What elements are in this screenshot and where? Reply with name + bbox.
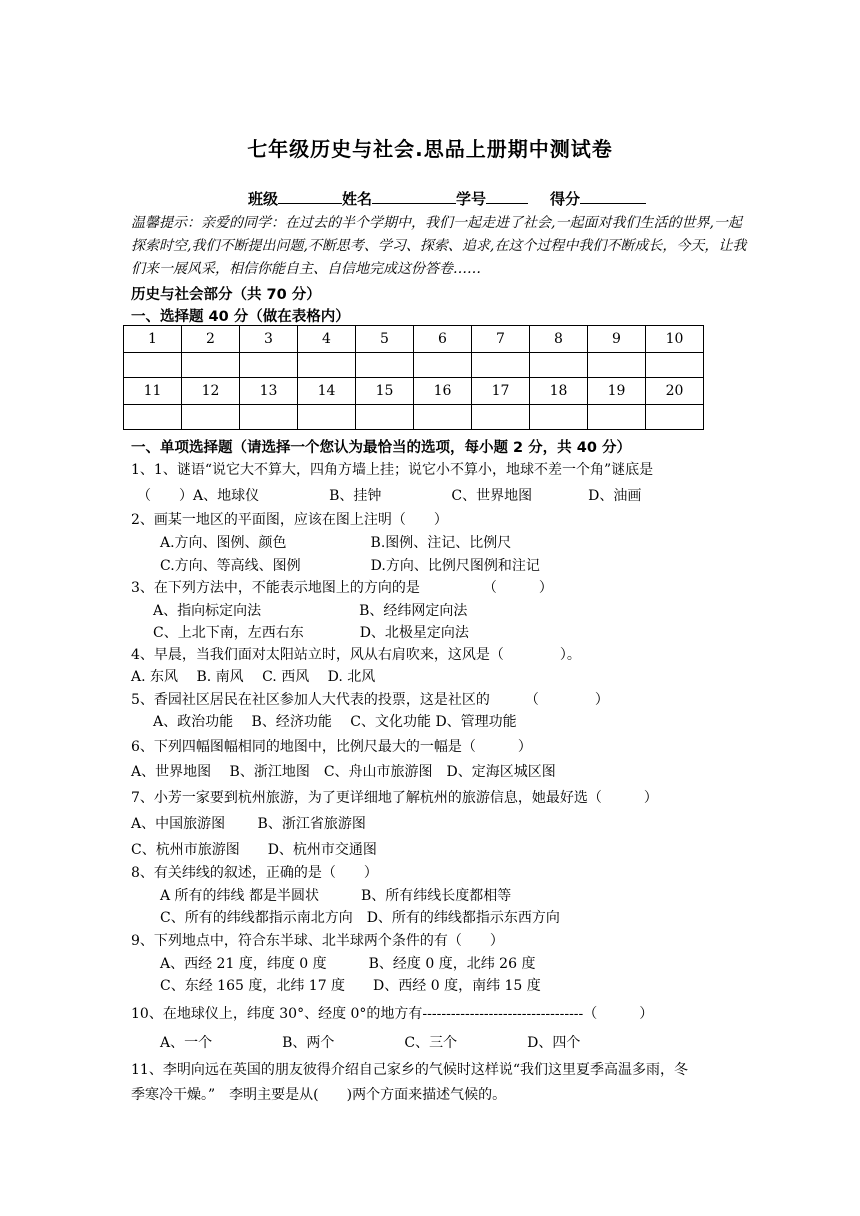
class-blank	[278, 189, 342, 204]
answer-table-cell: 5	[356, 326, 414, 353]
answer-box[interactable]	[530, 405, 588, 430]
answer-table	[123, 325, 704, 430]
answer-box[interactable]	[124, 405, 182, 430]
question-line: 8、有关纬线的叙述，正确的是（ ）	[131, 865, 378, 881]
question-line: （ ）A、地球仪 B、挂钟 C、世界地图 D、油画	[137, 488, 642, 504]
student-info-line	[248, 188, 646, 209]
question-line: 5、香园社区居民在社区参加人大代表的投票，这是社区的 （ ）	[131, 692, 609, 708]
question-line: C、上北下南，左西右东 D、北极星定向法	[153, 625, 469, 641]
answer-table-cell: 4	[298, 326, 356, 353]
question-line: A 所有的纬线 都是半圆状 B、所有纬线长度都相等	[160, 888, 512, 904]
answer-box[interactable]	[530, 353, 588, 378]
answer-box[interactable]	[646, 405, 704, 430]
answer-table-cell: 12	[182, 378, 240, 405]
answer-box[interactable]	[472, 353, 530, 378]
question-line: A、政治功能 B、经济功能 C、文化功能 D、管理功能	[153, 714, 517, 730]
answer-table-cell: 19	[588, 378, 646, 405]
answer-box[interactable]	[240, 353, 298, 378]
answer-box[interactable]	[298, 405, 356, 430]
answer-table-cell: 9	[588, 326, 646, 353]
question-line: 7、小芳一家要到杭州旅游，为了更详细地了解杭州的旅游信息，她最好选（ ）	[131, 790, 658, 806]
id-blank	[486, 189, 528, 204]
question-line: A、世界地图 B、浙江地图 C、舟山市旅游图 D、定海区城区图	[131, 764, 556, 780]
name-blank	[372, 189, 456, 204]
answer-box[interactable]	[182, 353, 240, 378]
question-line: A、中国旅游图 B、浙江省旅游图	[131, 816, 366, 832]
answer-box[interactable]	[588, 353, 646, 378]
answer-table-cell: 13	[240, 378, 298, 405]
question-line: A、西经 21 度，纬度 0 度 B、经度 0 度，北纬 26 度	[160, 956, 536, 972]
answer-box[interactable]	[356, 405, 414, 430]
id-label: 学号	[456, 190, 487, 208]
question-line: A. 东风 B. 南风 C. 西风 D. 北风	[131, 669, 376, 685]
answer-table-cell: 7	[472, 326, 530, 353]
answer-box[interactable]	[182, 405, 240, 430]
answer-table-blank-row-2	[124, 405, 704, 430]
answer-table-cell: 11	[124, 378, 182, 405]
answer-table-cell: 16	[414, 378, 472, 405]
answer-table-header-row-2	[124, 378, 704, 405]
question-line: 10、在地球仪上，纬度 30°、经度 0°的地方有----------------------------------（ ）	[131, 1006, 654, 1022]
question-line: 1、1、谜语“说它大不算大，四角方墙上挂；说它小不算小，地球不差一个角”谜底是	[131, 462, 654, 478]
answer-table-header-row-1	[124, 326, 704, 353]
section-choice-heading: 一、选择题 40 分（做在表格内）	[131, 309, 350, 325]
answer-table-cell: 20	[646, 378, 704, 405]
answer-table-cell: 15	[356, 378, 414, 405]
answer-box[interactable]	[646, 353, 704, 378]
question-line: C、所有的纬线都指示南北方向 D、所有的纬线都指示东西方向	[160, 910, 560, 926]
question-line: A、指向标定向法 B、经纬网定向法	[153, 603, 468, 619]
class-label: 班级	[248, 190, 279, 208]
answer-table-cell: 18	[530, 378, 588, 405]
score-blank	[580, 189, 646, 204]
answer-table-cell: 8	[530, 326, 588, 353]
name-label: 姓名	[342, 190, 373, 208]
question-line: C、东经 165 度，北纬 17 度 D、西经 0 度，南纬 15 度	[160, 978, 541, 994]
question-line: C、杭州市旅游图 D、杭州市交通图	[131, 842, 377, 858]
question-line: 季寒冷干燥。” 李明主要是从( )两个方面来描述气候的。	[131, 1087, 507, 1103]
question-line: C.方向、等高线、图例 D.方向、比例尺图例和注记	[160, 558, 540, 574]
answer-box[interactable]	[414, 405, 472, 430]
answer-table-cell: 6	[414, 326, 472, 353]
question-line: 9、下列地点中，符合东半球、北半球两个条件的有（ ）	[131, 933, 504, 949]
answer-box[interactable]	[588, 405, 646, 430]
answer-table-blank-row-1	[124, 353, 704, 378]
answer-box[interactable]	[240, 405, 298, 430]
answer-box[interactable]	[356, 353, 414, 378]
question-line: 11、李明向远在英国的朋友彼得介绍自己家乡的气候时这样说“我们这里夏季高温多雨，冬	[131, 1062, 688, 1078]
tip-paragraph: 温馨提示：亲爱的同学：在过去的半个学期中，我们一起走进了社会,一起面对我们生活的世界,一起探索时空,我们不断提出问题,不断思考、学习、探索、追求,在这个过程中我们不断成长，今天，让我们来一展风采，相信你能自主、自信地完成这份答卷……	[131, 215, 747, 277]
section-main-heading: 历史与社会部分（共 70 分）	[131, 287, 321, 303]
answer-table-cell: 2	[182, 326, 240, 353]
answer-box[interactable]	[414, 353, 472, 378]
question-line: 3、在下列方法中，不能表示地图上的方向的是 （ ）	[131, 580, 553, 596]
answer-table-cell: 17	[472, 378, 530, 405]
answer-table-cell: 3	[240, 326, 298, 353]
answer-box[interactable]	[124, 353, 182, 378]
question-line: A.方向、图例、颜色 B.图例、注记、比例尺	[160, 535, 512, 551]
question-line: 4、早晨，当我们面对太阳站立时，风从右肩吹来，这风是（ ）。	[131, 647, 581, 663]
answer-table-cell: 10	[646, 326, 704, 353]
answer-table-cell: 14	[298, 378, 356, 405]
answer-box[interactable]	[298, 353, 356, 378]
question-line: A、一个 B、两个 C、三个 D、四个	[160, 1035, 581, 1051]
score-label: 得分	[550, 190, 581, 208]
page-title: 七年级历史与社会.思品上册期中测试卷	[247, 137, 613, 161]
answer-table-cell: 1	[124, 326, 182, 353]
single-choice-heading: 一、单项选择题（请选择一个您认为最恰当的选项，每小题 2 分，共 40 分）	[131, 440, 631, 456]
answer-box[interactable]	[472, 405, 530, 430]
question-line: 2、画某一地区的平面图，应该在图上注明（ ）	[131, 512, 448, 528]
question-line: 6、下列四幅图幅相同的地图中，比例尺最大的一幅是（ ）	[131, 739, 532, 755]
